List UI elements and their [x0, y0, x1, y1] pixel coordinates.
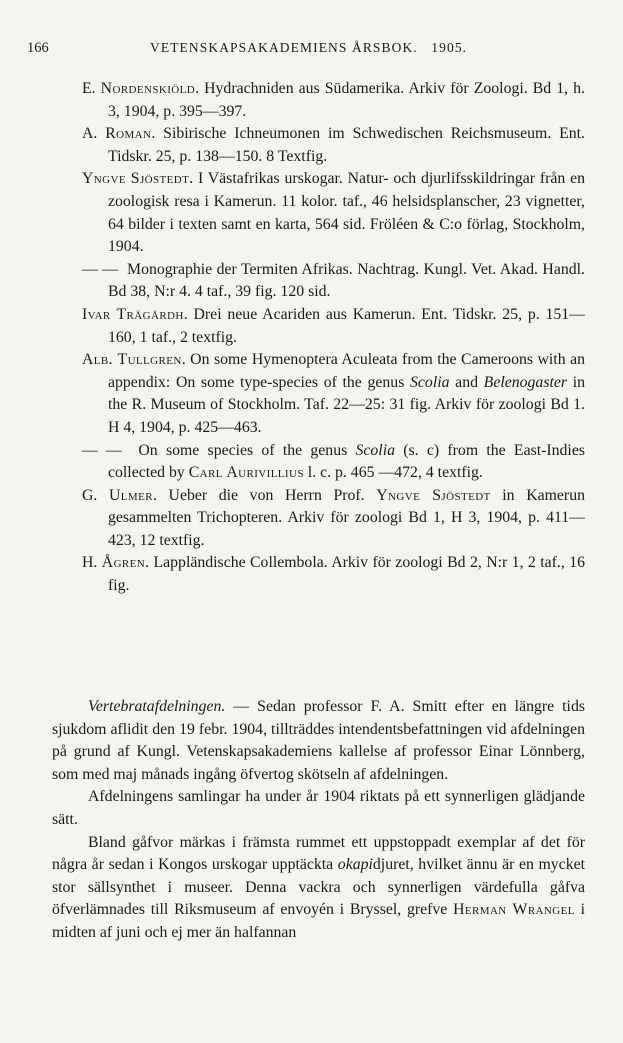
author-initial: Yngve [82, 170, 126, 188]
reference-item [52, 78, 585, 123]
author-name: Roman [105, 125, 152, 143]
reference-item [52, 304, 585, 349]
ditto-mark: — — [82, 260, 119, 278]
paragraph-text: Bland gåfvor märkas i främsta rummet ett uppstoppadt exemplar af det för några år sedan i Kongos urskogar upptäckta [52, 833, 585, 874]
page-number: 166 [27, 40, 49, 56]
author-name: Trägårdh [116, 305, 184, 323]
reference-item [52, 259, 585, 304]
author-name: Yngve Sjöstedt [376, 486, 491, 504]
reference-text: in the R. Museum of Stockholm. Taf. 22—25: 31 fig. Arkiv för zoologi Bd 1. H 4, 1904, p. 425—463. [108, 373, 585, 436]
reference-text: in Kamerun gesammelten Trichopteren. Arkiv för zoologi Bd 1, H 3, 1904, p. 411—423, 12 textfig. [108, 486, 585, 549]
genus-name: Scolia [410, 373, 450, 391]
author-name: Nordenskiöld [100, 80, 196, 97]
reference-text: . I Västafrikas urskogar. Natur- och djurlifsskildringar från en zoologisk resa i Kamerun. 11 kolor. taf., 46 helsidsplanscher, 23 vignetter, 64 bilder i texten samt en karta, 564 sid. Fröléen & C:o förlag, Stockholm, 1904. [108, 170, 586, 256]
author-initial: E. [82, 80, 96, 97]
reference-item [52, 123, 585, 168]
genus-name: Belenogaster [483, 373, 568, 391]
section-body [52, 696, 585, 945]
paragraph [52, 832, 585, 945]
author-name: Carl Aurivillius [188, 464, 304, 482]
reference-text: . Hydrachniden aus Südamerika. Arkiv för Zoologi. Bd 1, h. 3, 1904, p. 395—397. [108, 80, 586, 120]
paragraph [52, 786, 585, 831]
header-year: 1905. [431, 40, 468, 55]
species-name: okapi [337, 856, 373, 874]
reference-item [52, 440, 585, 485]
reference-text: and [449, 373, 484, 391]
reference-text: Monographie der Termiten Afrikas. Nachtrag. Kungl. Vet. Akad. Handl. Bd 38, N:r 4. 4 taf., 39 fig. 120 sid. [108, 260, 585, 301]
author-initial: A. [82, 125, 98, 143]
paragraph-text: i midten af juni och ej mer än halfannan [52, 901, 586, 941]
author-initial: H. [82, 554, 98, 572]
reference-text: (s. c) from the East-Indies collected by [108, 441, 585, 482]
author-initial: G. [82, 486, 98, 504]
paragraph-text: Afdelningens samlingar ha under år 1904 riktats på ett synnerligen glädjande sätt. [52, 788, 585, 828]
author-initial: Alb. [82, 351, 114, 369]
author-name: Tullgren [117, 351, 182, 369]
ditto-mark: — — [82, 441, 122, 459]
reference-item [52, 168, 585, 258]
author-name: Sjöstedt [130, 170, 190, 188]
reference-text: . Ueber die von Herrn Prof. [152, 486, 377, 504]
reference-item [52, 485, 585, 553]
reference-text: . Drei neue Acariden aus Kamerun. Ent. Tidskr. 25, p. 151—160, 1 taf., 2 textfig. [108, 305, 585, 346]
genus-name: Scolia [355, 441, 395, 459]
reference-text: l. c. p. 465 —472, 4 textfig. [303, 464, 483, 482]
journal-title: VETENSKAPSAKADEMIENS ÅRSBOK. [150, 40, 418, 55]
reference-text: . Lappländische Collembola. Arkiv för zoologi Bd 2, N:r 1, 2 taf., 16 fig. [108, 554, 586, 595]
reference-list [52, 78, 585, 598]
reference-text: . On some Hymenoptera Aculeata from the Cameroons with an appendix: On some type-species of the genus [108, 351, 586, 391]
paragraph [52, 696, 585, 786]
reference-item [52, 349, 585, 439]
reference-text: . Sibirische Ichneumonen im Schwedischen Reichsmuseum. Ent. Tidskr. 25, p. 138—150. 8 Textfig. [108, 125, 586, 165]
reference-item [52, 552, 585, 597]
person-name: Herman Wrangel [453, 901, 575, 919]
paragraph-text: — Sedan professor F. A. Smitt efter en längre tids sjukdom aflidit den 19 febr. 1904, tillträddes intendentsbefattningen vid afdelningen på grund af Kungl. Vetenskapsakademiens kallelse af professor Einar Lönnberg, som med maj månads ingång öfvertog skötseln af afdelningen. [52, 698, 585, 783]
author-name: Ulmer [109, 486, 153, 504]
section-heading: Vertebratafdelningen. [88, 698, 226, 715]
author-initial: Ivar [82, 305, 111, 323]
author-name: Ågren [101, 554, 146, 572]
paragraph-text: djuret, hvilket ännu är en mycket stor sällsynthet i museer. Denna vackra och synnerligen värdefulla gåfva öfverlämnades till Riksmuseum af envoyén i Bryssel, grefve [52, 856, 585, 919]
reference-text: On some species of the genus [138, 441, 356, 459]
running-title [150, 38, 467, 58]
